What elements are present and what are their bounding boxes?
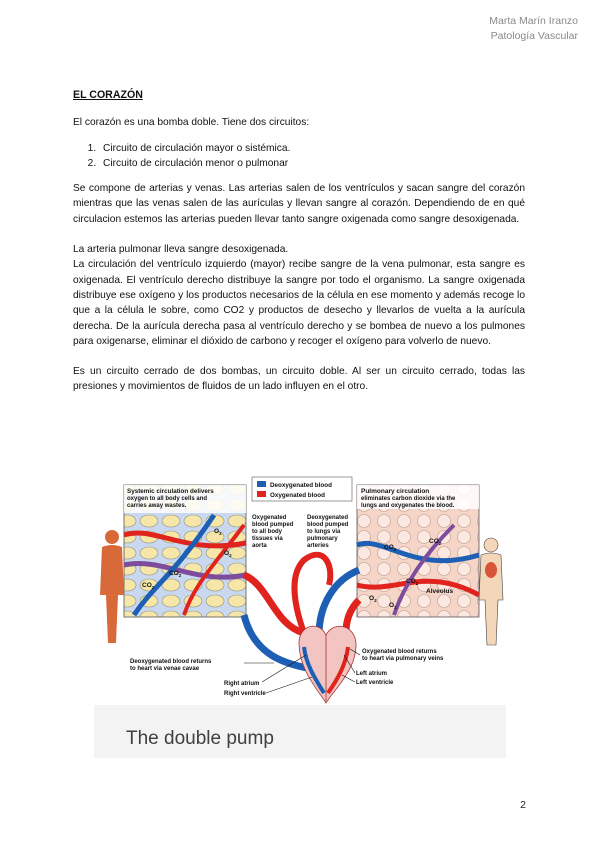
o2-label: O	[369, 595, 375, 602]
page-number: 2	[520, 799, 526, 811]
human-figure-left	[100, 530, 124, 643]
o2-subscript: 2	[374, 598, 377, 603]
header-author: Marta Marín Iranzo	[489, 15, 578, 27]
double-pump-figure	[94, 465, 506, 758]
co2-label: CO	[384, 544, 394, 551]
header-course: Patología Vascular	[490, 30, 578, 42]
systemic-desc: oxygen to all body cells and	[127, 496, 208, 502]
o2-subscript: 2	[219, 531, 222, 536]
co2-subscript: 2	[393, 547, 397, 552]
intro-paragraph: El corazón es una bomba doble. Tiene dos circuitos:	[73, 117, 310, 129]
section-title: EL CORAZÓN	[73, 89, 143, 101]
legend-deox: Deoxygenated blood	[270, 482, 332, 489]
co2-label: CO	[429, 538, 439, 545]
deox-pumped-label: to lungs via	[307, 529, 341, 535]
co2-subscript: 2	[438, 541, 442, 546]
ox-pumped-label: Oxygenated	[252, 515, 287, 521]
paragraph: La arteria pulmonar lleva sangre desoxigenada.	[73, 244, 289, 256]
pulmonary-desc: eliminates carbon dioxide via the	[361, 496, 456, 502]
ox-pumped-label: tissues via	[252, 536, 283, 542]
ox-returns-label: Oxygenated blood returns	[362, 649, 437, 655]
o2-subscript: 2	[394, 605, 397, 610]
o2-label: O	[214, 528, 220, 535]
deox-pumped-label: Deoxygenated	[307, 515, 349, 521]
systemic-title: Systemic circulation	[127, 488, 189, 495]
o2-label: O	[224, 550, 230, 557]
left-ventricle-label: Left ventricle	[356, 680, 394, 686]
co2-subscript: 2	[178, 573, 182, 578]
legend	[252, 477, 352, 501]
deox-returns-label: to heart via venae cavae	[130, 666, 200, 672]
ox-returns-label: to heart via pulmonary veins	[362, 656, 444, 662]
co2-subscript: 2	[151, 585, 155, 590]
figure-caption: The double pump	[126, 728, 274, 749]
legend-ox: Oxygenated blood	[270, 492, 325, 499]
co2-subscript: 2	[415, 581, 419, 586]
o2-subscript: 2	[229, 553, 232, 558]
co2-label: CO	[169, 570, 179, 577]
list-item: 2. Circuito de circulación menor o pulmonar	[99, 156, 525, 171]
pulmonary-title: Pulmonary circulation	[361, 488, 430, 495]
o2-label: O	[389, 602, 395, 609]
left-atrium-label: Left atrium	[356, 671, 388, 677]
ox-pumped-label: blood pumped	[252, 522, 294, 528]
deox-pumped-label: arteries	[307, 543, 329, 549]
paragraph: Se compone de arterias y venas. Las arterias salen de los ventrículos y sacan sangre del corazón mientras que las venas salen de las aurículas y llevan sangre al corazón. Dependiendo de en qué circulacion estemos las arterias pueden llevar tanto sangre oxigenada como sangre desoxigenada.	[73, 183, 525, 225]
systemic-desc: carries away wastes.	[127, 503, 187, 509]
page-header	[489, 14, 578, 44]
paragraph: Es un circuito cerrado de dos bombas, un circuito doble. Al ser un circuito cerrado, todas las presiones y movimientos de fluidos de un lado influyen en el otro.	[73, 366, 525, 393]
co2-label: CO	[142, 582, 152, 589]
human-figure-right	[479, 538, 503, 645]
paragraph: La circulación del ventrículo izquierdo (mayor) recibe sangre de la vena pulmonar, esta sangre es oxigenada. El ventrículo derecho distribuye la sangre por todo el organismo. La sangre oxigenada distribuye ese oxígeno y los productos necesarios de la célula en ese momento y además recoge lo que a la célula le sobre, como CO2 y productos de desecho y llevarlos de vuelta a la aurícula derecha. De la aurícula derecha pasa al ventrículo derecho y se bombea de nuevo a los pulmones para oxigenarse, eliminar el dióxido de carbono y recoger el oxígeno para volverlo de nuevo.	[73, 259, 525, 347]
deox-returns-label: Deoxygenated blood returns	[130, 659, 212, 665]
heart-icon	[299, 626, 356, 703]
right-atrium-label: Right atrium	[224, 681, 260, 687]
svg-text:Systemic circulation del	[127, 488, 214, 495]
pulmonary-desc: lungs and oxygenates the blood.	[361, 503, 455, 509]
deox-pumped-label: pulmonary	[307, 536, 338, 542]
right-ventricle-label: Right ventricle	[224, 691, 266, 697]
document-body	[73, 88, 525, 395]
systemic-desc: delivers	[190, 488, 214, 495]
list-item: 1. Circuito de circulación mayor o sistémica.	[99, 141, 525, 156]
circuits-list	[73, 141, 525, 172]
deox-pumped-label: blood pumped	[307, 522, 349, 528]
ox-pumped-label: to all body	[252, 529, 282, 535]
double-pump-illustration	[94, 465, 506, 758]
co2-label: CO	[406, 578, 416, 585]
ox-pumped-label: aorta	[252, 543, 267, 549]
alveolus-label: Alveolus	[426, 588, 454, 595]
